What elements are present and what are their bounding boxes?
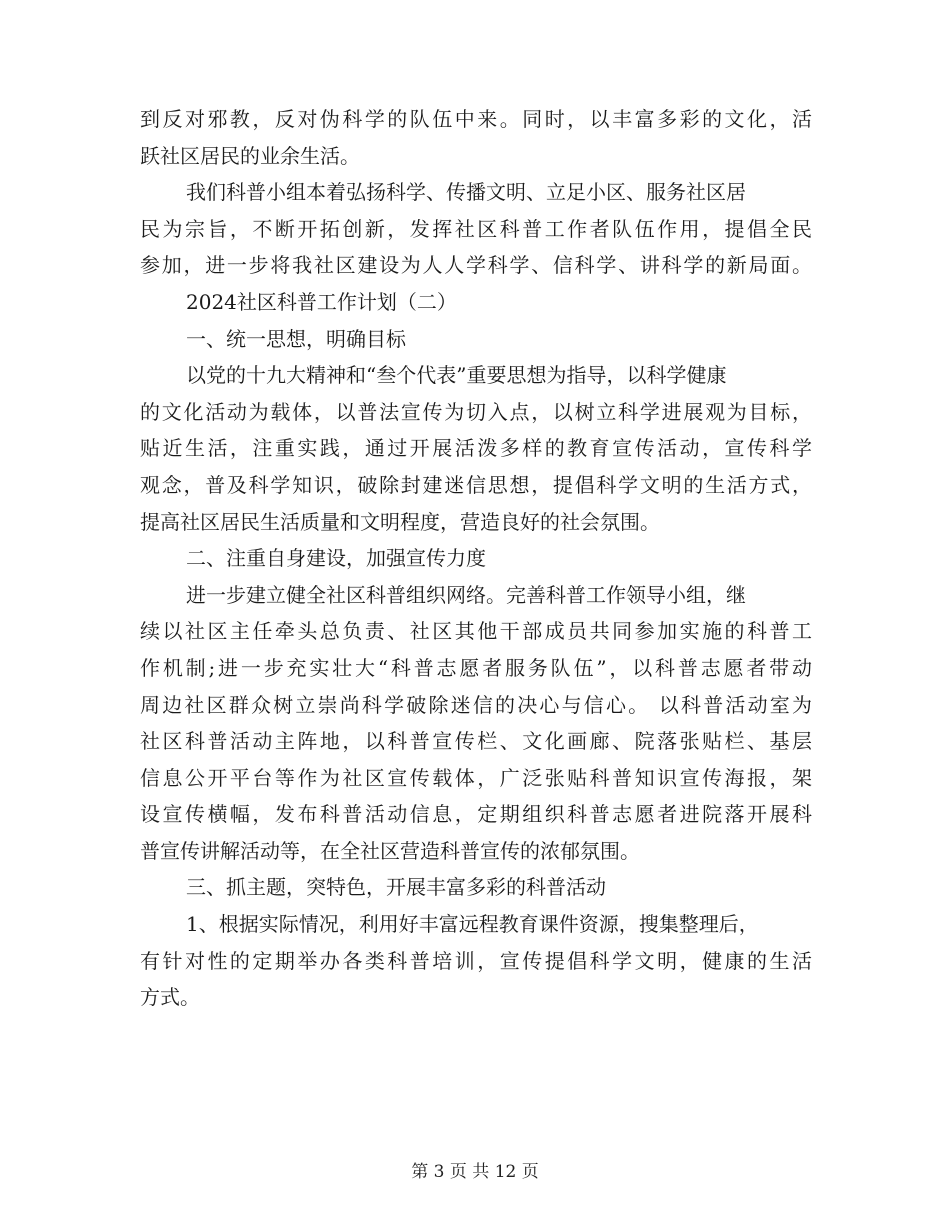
paragraph-line: 提高社区居民生活质量和文明程度，营造良好的社会氛围。	[140, 509, 660, 534]
paragraph-line: 1、根据实际情况，利用好丰富远程教育课件资源，搜集整理后，	[186, 912, 759, 937]
paragraph-line: 进一步建立健全社区科普组织网络。完善科普工作领导小组，继	[186, 582, 746, 607]
paragraph-line: 设宣传横幅，发布科普活动信息，定期组织科普志愿者进院落开展科	[140, 802, 812, 827]
paragraph-line: 方式。	[140, 985, 200, 1010]
paragraph-line: 我们科普小组本着弘扬科学、传播文明、立足小区、服务社区居	[186, 180, 746, 205]
page-number-footer: 第 3 页 共 12 页	[411, 1162, 539, 1182]
paragraph-line: 民为宗旨，不断开拓创新，发挥社区科普工作者队伍作用，提倡全民	[140, 216, 812, 241]
paragraph-line: 的文化活动为载体，以普法宣传为切入点，以树立科学进展观为目标，	[140, 399, 812, 424]
paragraph-line: 信息公开平台等作为社区宣传载体，广泛张贴科普知识宣传海报，架	[140, 765, 812, 790]
paragraph-line: 以党的十九大精神和“叁个代表”重要思想为指导，以科学健康	[186, 363, 727, 388]
paragraph-line: 观念，普及科学知识，破除封建迷信思想，提倡科学文明的生活方式，	[140, 472, 812, 497]
paragraph-line: 有针对性的定期举办各类科普培训，宣传提倡科学文明，健康的生活	[140, 948, 812, 973]
paragraph-line: 参加，进一步将我社区建设为人人学科学、信科学、讲科学的新局面。	[140, 253, 812, 278]
document-body	[140, 101, 812, 1016]
paragraph-line: 社区科普活动主阵地，以科普宣传栏、文化画廊、院落张贴栏、基层	[140, 729, 812, 754]
paragraph-line: 作机制;进一步充实壮大“科普志愿者服务队伍”，以科普志愿者带动	[140, 655, 812, 680]
paragraph-line: 周边社区群众树立崇尚科学破除迷信的决心与信心。 以科普活动室为	[140, 692, 812, 717]
section-heading: 三、抓主题，突特色，开展丰富多彩的科普活动	[186, 875, 606, 900]
paragraph-line: 到反对邪教，反对伪科学的队伍中来。同时，以丰富多彩的文化，活	[140, 107, 812, 131]
section-title: 2024社区科普工作计划（二）	[186, 289, 457, 314]
paragraph-line: 普宣传讲解活动等，在全社区营造科普宣传的浓郁氛围。	[140, 838, 640, 863]
section-heading: 二、注重自身建设，加强宣传力度	[186, 546, 486, 571]
section-heading: 一、统一思想，明确目标	[186, 326, 406, 351]
paragraph-line: 跃社区居民的业余生活。	[140, 143, 360, 168]
paragraph-line: 续以社区主任牵头总负责、社区其他干部成员共同参加实施的科普工	[140, 619, 812, 644]
paragraph-line: 贴近生活，注重实践，通过开展活泼多样的教育宣传活动，宣传科学	[140, 436, 812, 461]
